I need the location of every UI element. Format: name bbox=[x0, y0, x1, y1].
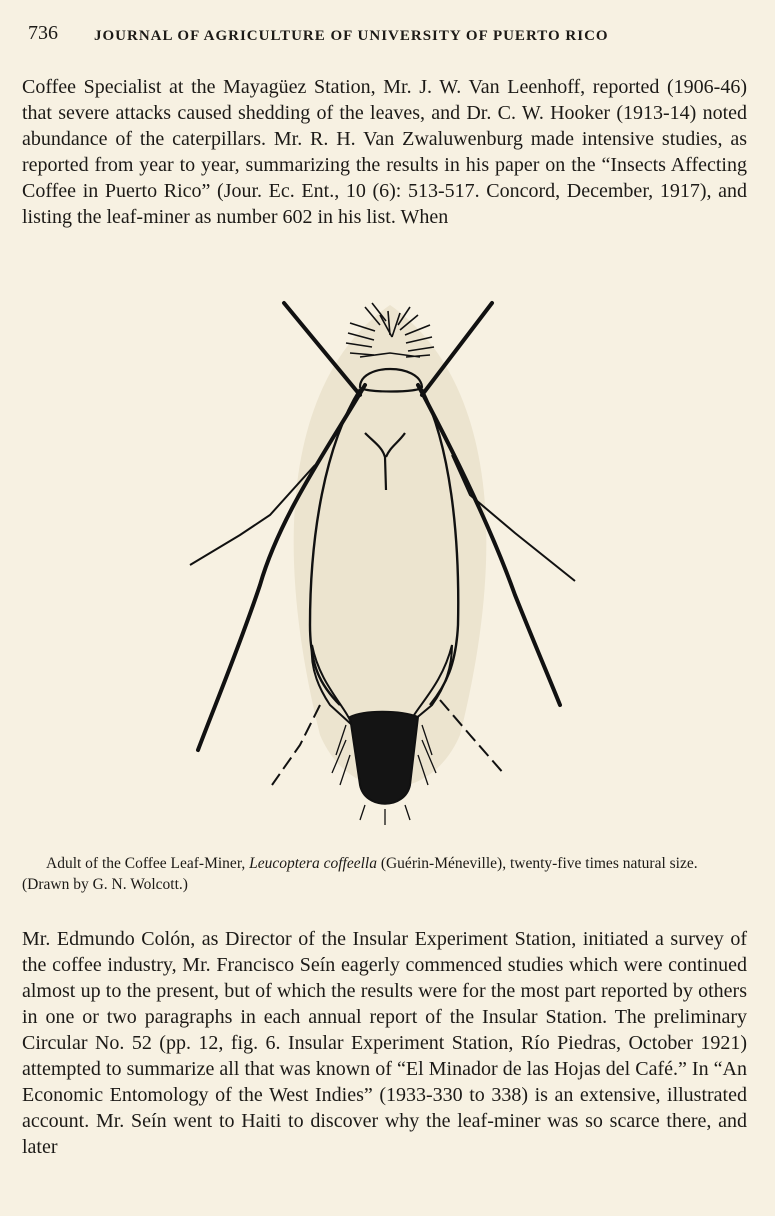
leaf-miner-drawing bbox=[160, 285, 620, 830]
caption-species: Leucoptera coffeella bbox=[249, 855, 377, 872]
figure-caption bbox=[22, 853, 747, 895]
paragraph-top: Coffee Specialist at the Mayagüez Station, Mr. J. W. Van Leenhoff, reported (1906-46) that severe attacks caused shedding of the leaves, and Dr. C. W. Hooker (1913-14) noted abundance of the caterpillars. Mr. R. H. Van Zwaluwenburg made intensive studies, as reported from year to year, summarizing the results in his paper on the “Insects Affecting Coffee in Puerto Rico” (Jour. Ec. Ent., 10 (6): 513-517. Concord, December, 1917), and listing the leaf-miner as number 602 in his list. When bbox=[22, 76, 747, 228]
running-head: JOURNAL OF AGRICULTURE OF UNIVERSITY OF PUERTO RICO bbox=[94, 28, 609, 44]
leaf-miner-illustration bbox=[160, 285, 620, 830]
caption-start: Adult of the Coffee Leaf-Miner, bbox=[46, 855, 250, 872]
left-lower-leg bbox=[272, 705, 320, 785]
paragraph-bottom: Mr. Edmundo Colón, as Director of the Insular Experiment Station, initiated a survey of the coffee industry, Mr. Francisco Seín eagerly commenced studies which were continued almost up to the present, but of which the results were for the most part reported by others in one or two paragraphs in each annual report of the Insular Station. The preliminary Circular No. 52 (pp. 12, fig. 6. Insular Experiment Station, Río Piedras, October 1921) attempted to summarize all that was known of “El Minador de las Hojas del Café.” In “An Economic Entomology of the West Indies” (1933-330 to 338) is an extensive, illustrated account. Mr. Seín went to Haiti to discover why the leaf-miner was so scarce there, and later bbox=[22, 928, 747, 1158]
caption-end: (Guérin-Méneville), twenty-five times natural size. (Drawn by G. N. Wolcott.) bbox=[22, 855, 698, 893]
abdomen-tip bbox=[350, 712, 418, 804]
page-number: 736 bbox=[28, 22, 58, 44]
running-header bbox=[28, 22, 748, 50]
